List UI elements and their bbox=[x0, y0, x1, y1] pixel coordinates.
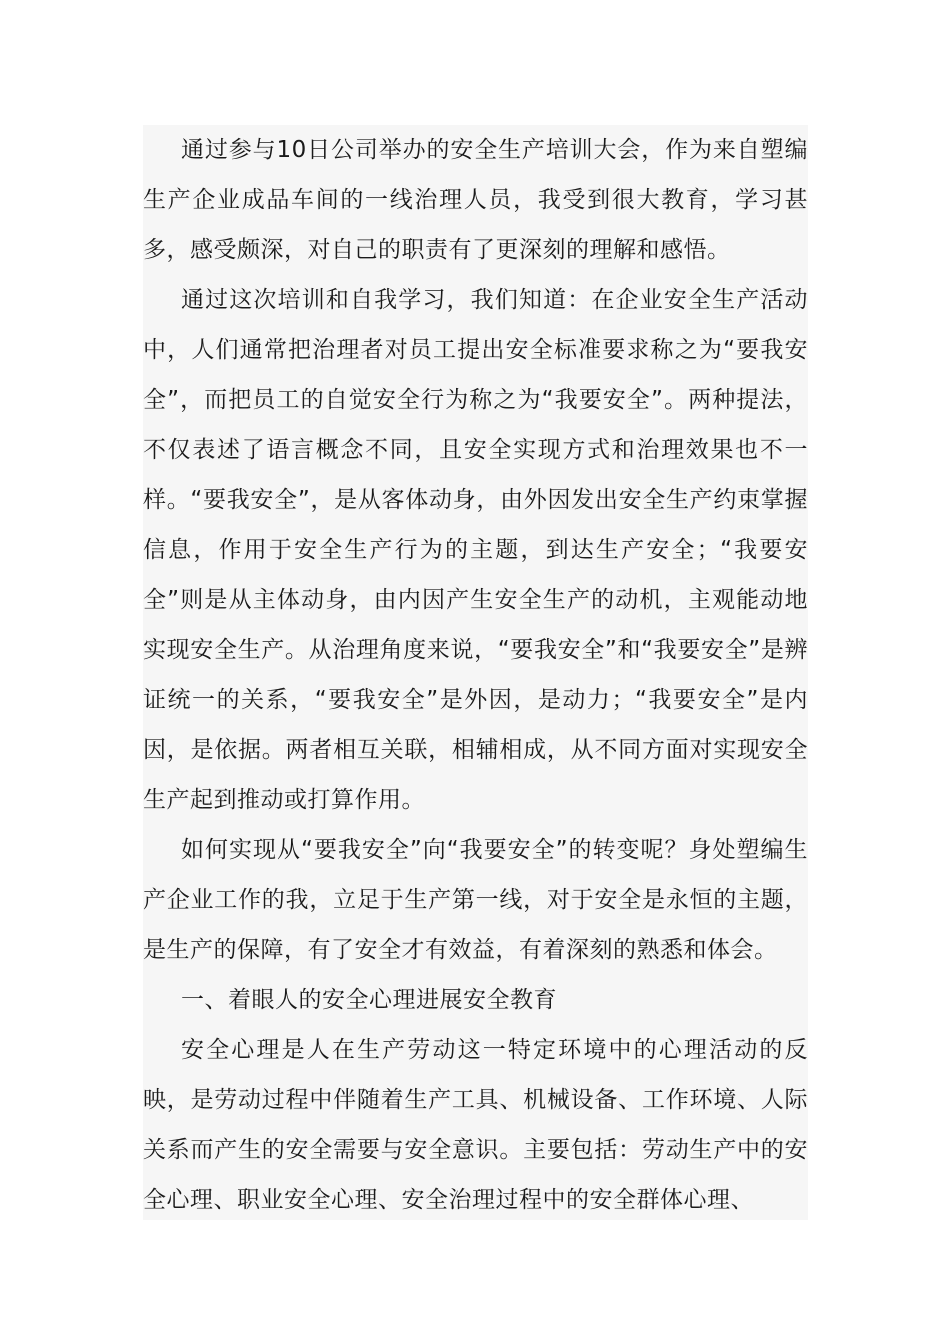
paragraph-safety-psychology: 安全心理是人在生产劳动这一特定环境中的心理活动的反映，是劳动过程中伴随着生产工具、机械设备、工作环境、人际关系而产生的安全需要与安全意识。主要包括：劳动生产中的安全心理、职业安全心理、安全治理过程中的安全群体心理、 bbox=[143, 1037, 808, 1213]
paragraph-safety-concepts: 通过这次培训和自我学习，我们知道：在企业安全生产活动中，人们通常把治理者对员工提出安全标准要求称之为“要我安全”，而把员工的自觉安全行为称之为“我要安全”。两种提法，不仅表述了语言概念不同，且安全实现方式和治理效果也不一样。“要我安全”，是从客体动身，由外因发出安全生产约束掌握信息，作用于安全生产行为的主题，到达生产安全；“我要安全”则是从主体动身，由内因产生安全生产的动机，主观能动地实现安全生产。从治理角度来说，“要我安全”和“我要安全”是辨证统一的关系，“要我安全”是外因，是动力；“我要安全”是内因，是依据。两者相互关联，相辅相成，从不同方面对实现安全生产起到推动或打算作用。 bbox=[143, 287, 808, 813]
paragraph-transformation: 如何实现从“要我安全”向“我要安全”的转变呢？身处塑编生产企业工作的我，立足于生产第一线，对于安全是永恒的主题，是生产的保障，有了安全才有效益，有着深刻的熟悉和体会。 bbox=[143, 837, 808, 963]
section-heading-1: 一、着眼人的安全心理进展安全教育 bbox=[181, 987, 557, 1013]
paragraph-training-intro: 通过参与10日公司举办的安全生产培训大会，作为来自塑编生产企业成品车间的一线治理人员，我受到很大教育，学习甚多，感受颇深，对自己的职责有了更深刻的理解和感悟。 bbox=[143, 137, 808, 263]
document-body bbox=[143, 125, 808, 1220]
